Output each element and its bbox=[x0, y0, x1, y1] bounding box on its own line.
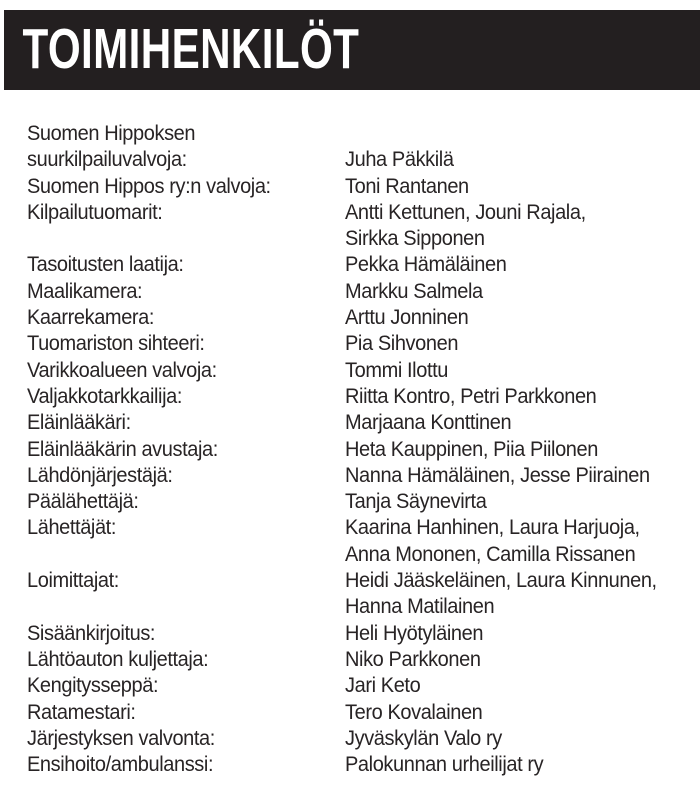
names-value: Tero Kovalainen bbox=[345, 699, 483, 724]
names-value: Nanna Hämäläinen, Jesse Piirainen bbox=[345, 462, 650, 487]
role-label: Varikkoalueen valvoja: bbox=[27, 357, 217, 382]
role-label: Suomen Hippos ry:n valvoja: bbox=[27, 173, 271, 198]
role-label: Loimittajat: bbox=[27, 568, 119, 593]
names-value: Tanja Säynevirta bbox=[345, 489, 487, 514]
names-value: Antti Kettunen, Jouni Rajala, bbox=[345, 199, 586, 224]
role-label: Ensihoito/ambulanssi: bbox=[27, 752, 214, 777]
official-row bbox=[27, 699, 700, 725]
official-row bbox=[27, 462, 700, 488]
official-row bbox=[27, 620, 700, 646]
official-row bbox=[27, 541, 700, 567]
names-value: Heta Kauppinen, Piia Piilonen bbox=[345, 436, 598, 461]
role-label: Järjestyksen valvonta: bbox=[27, 725, 215, 750]
official-row bbox=[27, 514, 700, 540]
official-row bbox=[27, 488, 700, 514]
names-value: Marjaana Konttinen bbox=[345, 410, 512, 435]
official-row bbox=[27, 199, 700, 225]
names-value: Pekka Hämäläinen bbox=[345, 252, 507, 277]
official-row bbox=[27, 672, 700, 698]
names-value: Palokunnan urheilijat ry bbox=[345, 752, 544, 777]
names-value: Jari Keto bbox=[345, 673, 421, 698]
names-value: Pia Sihvonen bbox=[345, 331, 459, 356]
role-label: Eläinlääkäri: bbox=[27, 410, 131, 435]
page-title: TOIMIHENKILÖT bbox=[22, 16, 360, 81]
official-row bbox=[27, 409, 700, 435]
names-value: Juha Päkkilä bbox=[345, 147, 454, 172]
names-value: Hanna Matilainen bbox=[345, 594, 495, 619]
names-value: Kaarina Hanhinen, Laura Harjuoja, bbox=[345, 515, 640, 540]
names-value: Arttu Jonninen bbox=[345, 305, 469, 330]
official-row bbox=[27, 251, 700, 277]
role-label: Suomen Hippoksen bbox=[27, 121, 196, 145]
header-bar bbox=[4, 10, 700, 90]
names-value: Jyväskylän Valo ry bbox=[345, 725, 502, 750]
official-row bbox=[27, 120, 700, 146]
role-label: Tuomariston sihteeri: bbox=[27, 331, 205, 356]
role-label: suurkilpailuvalvoja: bbox=[27, 147, 187, 172]
official-row bbox=[27, 304, 700, 330]
role-label: Kaarrekamera: bbox=[27, 305, 155, 330]
names-value: Heidi Jääskeläinen, Laura Kinnunen, bbox=[345, 568, 657, 593]
role-label: Kilpailutuomarit: bbox=[27, 199, 163, 224]
official-row bbox=[27, 725, 700, 751]
official-row bbox=[27, 357, 700, 383]
names-value: Tommi Ilottu bbox=[345, 357, 448, 382]
officials-list bbox=[27, 120, 700, 777]
official-row bbox=[27, 383, 700, 409]
official-row bbox=[27, 751, 700, 777]
official-row bbox=[27, 278, 700, 304]
names-value: Riitta Kontro, Petri Parkkonen bbox=[345, 383, 597, 408]
role-label: Maalikamera: bbox=[27, 278, 143, 303]
role-label: Lähettäjät: bbox=[27, 515, 116, 540]
names-value: Niko Parkkonen bbox=[345, 646, 481, 671]
role-label: Tasoitusten laatija: bbox=[27, 252, 184, 277]
official-row bbox=[27, 436, 700, 462]
official-row bbox=[27, 173, 700, 199]
official-row bbox=[27, 646, 700, 672]
role-label: Päälähettäjä: bbox=[27, 489, 139, 514]
names-value: Markku Salmela bbox=[345, 278, 483, 303]
names-value: Toni Rantanen bbox=[345, 173, 469, 198]
role-label: Kengitysseppä: bbox=[27, 673, 159, 698]
role-label: Sisäänkirjoitus: bbox=[27, 620, 156, 645]
names-value: Sirkka Sipponen bbox=[345, 226, 485, 251]
names-value: Anna Mononen, Camilla Rissanen bbox=[345, 541, 636, 566]
official-row bbox=[27, 330, 700, 356]
role-label: Eläinlääkärin avustaja: bbox=[27, 436, 218, 461]
names-value: Heli Hyötyläinen bbox=[345, 620, 484, 645]
role-label: Ratamestari: bbox=[27, 699, 136, 724]
role-label: Valjakkotarkkailija: bbox=[27, 383, 182, 408]
official-row bbox=[27, 146, 700, 172]
official-row bbox=[27, 567, 700, 593]
official-row bbox=[27, 593, 700, 619]
official-row bbox=[27, 225, 700, 251]
role-label: Lähtöauton kuljettaja: bbox=[27, 646, 209, 671]
role-label: Lähdönjärjestäjä: bbox=[27, 462, 173, 487]
